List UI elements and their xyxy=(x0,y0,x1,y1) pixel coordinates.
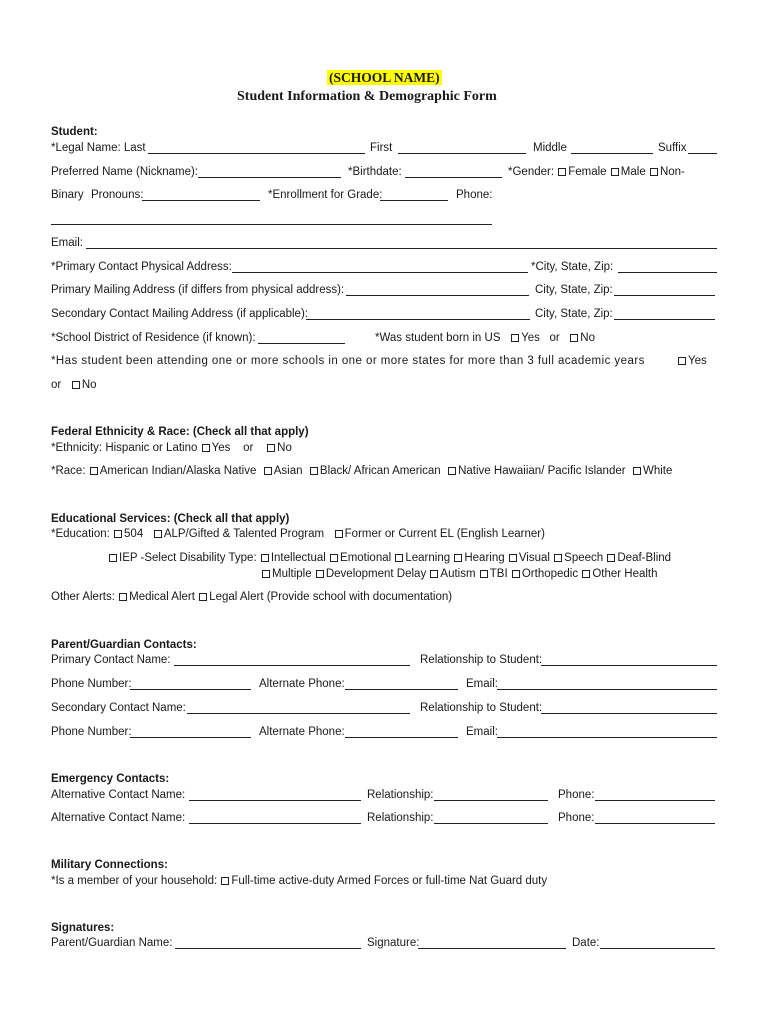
alt-contact-1-label: Alternative Contact Name: xyxy=(51,789,186,801)
phone-label: Phone: xyxy=(456,189,493,201)
mailing-city-field[interactable] xyxy=(614,295,715,296)
hispanic-no-label: No xyxy=(277,442,292,454)
hispanic-no-checkbox[interactable] xyxy=(267,444,275,452)
multi-state-no-label: No xyxy=(81,379,97,391)
hispanic-or: or xyxy=(243,442,254,454)
mailing-address-field[interactable] xyxy=(346,295,529,296)
signature-label: Signature: xyxy=(367,937,420,949)
secondary-alt-phone-label: Alternate Phone: xyxy=(259,726,345,738)
district-field[interactable] xyxy=(258,343,345,344)
primary-alt-phone-label: Alternate Phone: xyxy=(259,678,345,690)
race-checkbox[interactable] xyxy=(90,467,98,475)
student-heading: Student: xyxy=(51,126,98,138)
alt-phone-2-field[interactable] xyxy=(595,823,715,824)
disability-label: Multiple xyxy=(272,568,312,580)
iep-checkbox[interactable] xyxy=(109,554,117,562)
disability-checkbox[interactable] xyxy=(554,554,562,562)
primary-city-field[interactable] xyxy=(618,272,717,273)
disability-label: Hearing xyxy=(464,552,505,564)
option-504-checkbox[interactable] xyxy=(114,530,122,538)
alerts-row xyxy=(51,590,452,604)
suffix-label: Suffix xyxy=(658,142,687,154)
race-checkbox[interactable] xyxy=(264,467,272,475)
email-label: Email: xyxy=(51,237,83,249)
alt-relationship-1-field[interactable] xyxy=(434,800,548,801)
gender-group xyxy=(508,165,685,179)
birthdate-field[interactable] xyxy=(405,177,502,178)
middle-name-label: Middle xyxy=(533,142,567,154)
preferred-name-field[interactable] xyxy=(198,177,341,178)
secondary-address-label: Secondary Contact Mailing Address (if applicable): xyxy=(51,308,308,320)
secondary-phone-field[interactable] xyxy=(130,737,251,738)
secondary-address-field[interactable] xyxy=(306,319,530,320)
race-row xyxy=(51,464,672,478)
disability-label: Deaf-Blind xyxy=(617,552,672,564)
option-alp-checkbox[interactable] xyxy=(154,530,162,538)
disability-checkbox[interactable] xyxy=(607,554,615,562)
military-row xyxy=(51,874,547,888)
disability-checkbox[interactable] xyxy=(582,570,590,578)
form-title: Student Information & Demographic Form xyxy=(237,89,497,104)
option-el-label: Former or Current EL (English Learner) xyxy=(344,528,545,540)
gender-male-label: Male xyxy=(620,166,646,178)
multi-state-yes xyxy=(677,354,707,368)
race-checkbox[interactable] xyxy=(448,467,456,475)
disability-label: Speech xyxy=(564,552,604,564)
medical-alert-checkbox[interactable] xyxy=(119,593,127,601)
disability-label: Learning xyxy=(405,552,451,564)
first-name-field[interactable] xyxy=(398,153,526,154)
secondary-phone-label: Phone Number: xyxy=(51,726,132,738)
primary-relationship-field[interactable] xyxy=(541,665,717,666)
alt-relationship-1-label: Relationship: xyxy=(367,789,434,801)
disability-checkbox[interactable] xyxy=(261,554,269,562)
disability-checkbox[interactable] xyxy=(316,570,324,578)
legal-alert-label: Legal Alert (Provide school with documentation) xyxy=(209,591,453,603)
military-checkbox[interactable] xyxy=(221,877,229,885)
multi-state-no-checkbox[interactable] xyxy=(72,381,80,389)
multi-state-no xyxy=(51,378,97,392)
primary-contact-field[interactable] xyxy=(174,665,410,666)
guardians-heading: Parent/Guardian Contacts: xyxy=(51,639,197,651)
secondary-city-field[interactable] xyxy=(614,319,715,320)
district-label: *School District of Residence (if known): xyxy=(51,332,256,344)
mailing-address-label: Primary Mailing Address (if differs from physical address): xyxy=(51,284,345,296)
disability-checkbox[interactable] xyxy=(330,554,338,562)
disability-checkbox[interactable] xyxy=(480,570,488,578)
secondary-alt-phone-field[interactable] xyxy=(345,737,458,738)
primary-phone-field[interactable] xyxy=(130,689,251,690)
alt-phone-1-label: Phone: xyxy=(558,789,595,801)
multi-state-or: or xyxy=(51,379,62,391)
hispanic-yes-checkbox[interactable] xyxy=(202,444,210,452)
gender-nonbinary-checkbox[interactable] xyxy=(650,168,658,176)
middle-name-field[interactable] xyxy=(571,153,653,154)
disability-label: Other Health xyxy=(592,568,658,580)
disability-checkbox[interactable] xyxy=(430,570,438,578)
multi-state-label: *Has student been attending one or more schools in one or more states for more than 3 full academic years xyxy=(51,355,645,367)
primary-address-label: *Primary Contact Physical Address: xyxy=(51,261,232,273)
disability-label: Development Delay xyxy=(325,568,427,580)
disability-checkbox[interactable] xyxy=(395,554,403,562)
race-option-label: White xyxy=(642,465,673,477)
email-field[interactable] xyxy=(86,248,717,249)
born-us-group xyxy=(375,331,595,345)
phone-field[interactable] xyxy=(51,224,492,225)
option-alp-label: ALP/Gifted & Talented Program xyxy=(163,528,325,540)
gender-nonbinary-label: Non- xyxy=(659,166,685,178)
signature-field[interactable] xyxy=(418,948,566,949)
primary-relationship-label: Relationship to Student: xyxy=(420,654,543,666)
date-label: Date: xyxy=(572,937,600,949)
enrollment-field[interactable] xyxy=(380,200,448,201)
disability-label: TBI xyxy=(489,568,508,580)
legal-name-label: *Legal Name: Last xyxy=(51,142,146,154)
disability-checkbox[interactable] xyxy=(262,570,270,578)
preferred-name-label: Preferred Name (Nickname): xyxy=(51,166,198,178)
gender-nonbinary-cont: Binary xyxy=(51,189,84,201)
alt-contact-2-label: Alternative Contact Name: xyxy=(51,812,186,824)
race-option-label: American Indian/Alaska Native xyxy=(99,465,257,477)
disability-label: Visual xyxy=(518,552,550,564)
disability-checkbox[interactable] xyxy=(454,554,462,562)
iep-label: IEP -Select Disability Type: xyxy=(119,552,257,564)
race-checkbox[interactable] xyxy=(633,467,641,475)
alt-phone-2-label: Phone: xyxy=(558,812,595,824)
alt-relationship-2-field[interactable] xyxy=(434,823,548,824)
mailing-city-label: City, State, Zip: xyxy=(535,284,613,296)
born-us-or: or xyxy=(549,332,560,344)
multi-state-yes-label: Yes xyxy=(688,355,707,367)
disability-label: Intellectual xyxy=(270,552,326,564)
alt-phone-1-field[interactable] xyxy=(595,800,715,801)
pronouns-field[interactable] xyxy=(142,200,260,201)
iep-row xyxy=(108,551,671,565)
multi-state-yes-checkbox[interactable] xyxy=(678,357,686,365)
option-504-label: 504 xyxy=(124,528,144,540)
hispanic-yes-label: Yes xyxy=(211,442,231,454)
alerts-label: Other Alerts: xyxy=(51,591,115,603)
disability-checkbox[interactable] xyxy=(509,554,517,562)
disability-label: Emotional xyxy=(340,552,392,564)
school-name: (SCHOOL NAME) xyxy=(329,70,440,85)
education-label: *Education: xyxy=(51,528,110,540)
primary-city-label: *City, State, Zip: xyxy=(531,261,614,273)
disability-label: Orthopedic xyxy=(521,568,579,580)
ethnicity-row xyxy=(51,441,292,455)
gender-female-label: Female xyxy=(568,166,607,178)
race-label: *Race: xyxy=(51,465,86,477)
gender-male-checkbox[interactable] xyxy=(611,168,619,176)
education-row xyxy=(51,527,545,541)
suffix-field[interactable] xyxy=(688,153,717,154)
military-heading: Military Connections: xyxy=(51,859,168,871)
alt-contact-1-field[interactable] xyxy=(189,800,361,801)
disability-label: Autism xyxy=(440,568,476,580)
signatures-heading: Signatures: xyxy=(51,922,115,934)
born-us-no-checkbox[interactable] xyxy=(570,334,578,342)
primary-phone-label: Phone Number: xyxy=(51,678,132,690)
race-option-label: Black/ African American xyxy=(319,465,441,477)
education-heading: Educational Services: (Check all that apply) xyxy=(51,513,290,525)
secondary-email-label: Email: xyxy=(466,726,498,738)
military-question: *Is a member of your household: xyxy=(51,875,218,887)
gender-label: *Gender: xyxy=(508,166,555,178)
secondary-contact-label: Secondary Contact Name: xyxy=(51,702,186,714)
alt-contact-2-field[interactable] xyxy=(189,823,361,824)
emergency-heading: Emergency Contacts: xyxy=(51,773,170,785)
guardian-name-label: Parent/Guardian Name: xyxy=(51,937,173,949)
last-name-field[interactable] xyxy=(148,153,365,154)
secondary-contact-field[interactable] xyxy=(187,713,410,714)
secondary-relationship-field[interactable] xyxy=(541,713,717,714)
primary-alt-phone-field[interactable] xyxy=(345,689,458,690)
secondary-relationship-label: Relationship to Student: xyxy=(420,702,543,714)
born-us-label: *Was student born in US xyxy=(375,332,501,344)
ethnicity-label: *Ethnicity: Hispanic or Latino xyxy=(51,442,198,454)
born-us-yes-checkbox[interactable] xyxy=(511,334,519,342)
date-field[interactable] xyxy=(600,948,715,949)
race-checkbox[interactable] xyxy=(310,467,318,475)
enrollment-label: *Enrollment for Grade: xyxy=(268,189,383,201)
race-option-label: Native Hawaiian/ Pacific Islander xyxy=(458,465,626,477)
birthdate-label: *Birthdate: xyxy=(348,166,402,178)
born-us-no-label: No xyxy=(580,332,595,344)
medical-alert-label: Medical Alert xyxy=(129,591,195,603)
legal-alert-checkbox[interactable] xyxy=(199,593,207,601)
alt-relationship-2-label: Relationship: xyxy=(367,812,434,824)
option-el-checkbox[interactable] xyxy=(335,530,343,538)
primary-contact-label: Primary Contact Name: xyxy=(51,654,171,666)
born-us-yes-label: Yes xyxy=(521,332,540,344)
secondary-city-label: City, State, Zip: xyxy=(535,308,613,320)
first-name-label: First xyxy=(370,142,393,154)
pronouns-label: Pronouns: xyxy=(91,189,144,201)
secondary-email-field[interactable] xyxy=(497,737,717,738)
ethnicity-heading: Federal Ethnicity & Race: (Check all that apply) xyxy=(51,426,309,438)
primary-email-field[interactable] xyxy=(497,689,717,690)
primary-email-label: Email: xyxy=(466,678,498,690)
guardian-name-field[interactable] xyxy=(175,948,361,949)
disability-checkbox[interactable] xyxy=(512,570,520,578)
race-option-label: Asian xyxy=(273,465,303,477)
disability-row-2 xyxy=(261,567,658,581)
military-option-label: Full-time active-duty Armed Forces or full-time Nat Guard duty xyxy=(231,875,548,887)
gender-female-checkbox[interactable] xyxy=(558,168,566,176)
primary-address-field[interactable] xyxy=(232,272,528,273)
